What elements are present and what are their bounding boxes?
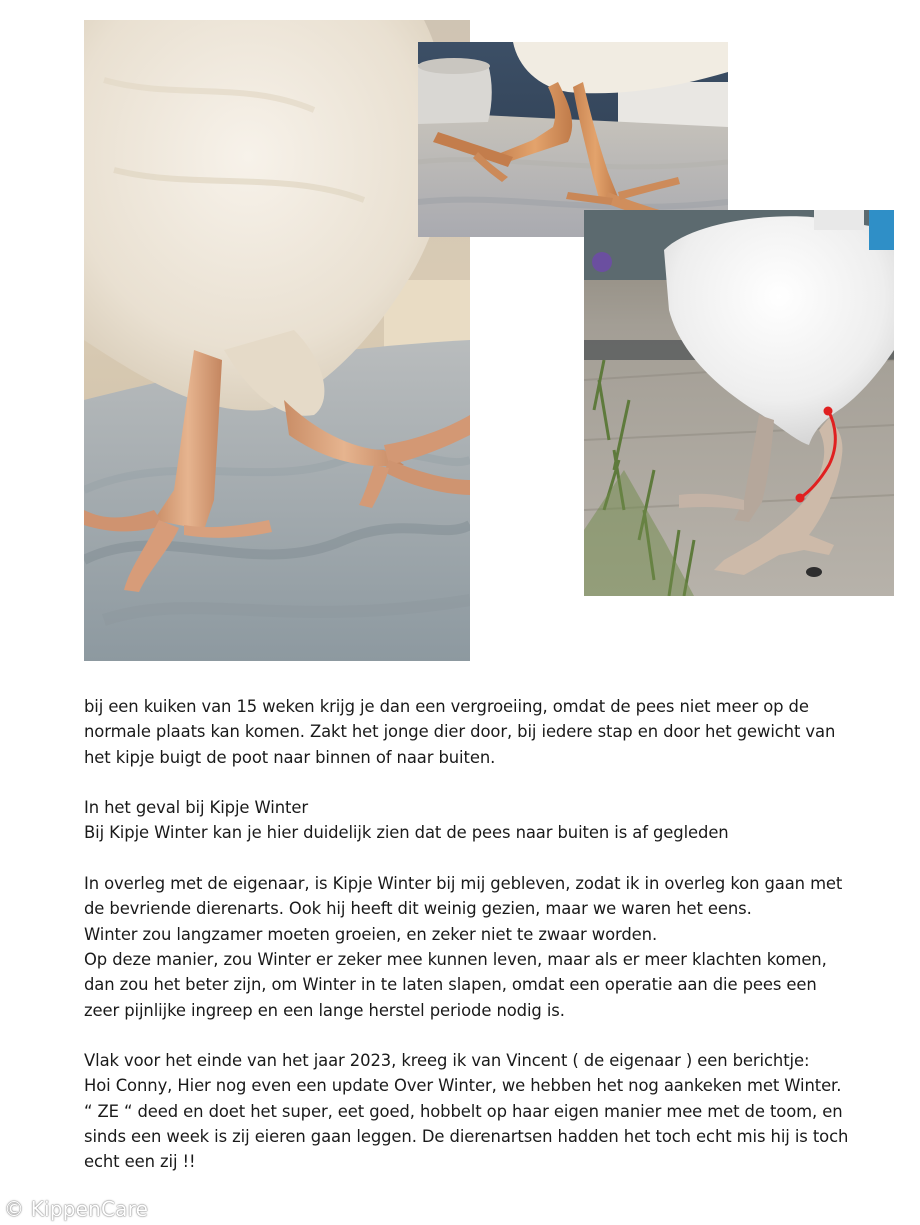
- photo-chicken-legs-on-towel: [84, 20, 470, 661]
- text-line: “ ZE “ deed en doet het super, eet goed, hobbelt op haar eigen manier mee met de toom, en: [84, 1101, 843, 1121]
- text-line: normale plaats kan komen. Zakt het jonge dier door, bij iedere stap en door het gewicht van: [84, 722, 836, 742]
- text-line: echt een zij !!: [84, 1152, 196, 1172]
- paragraph-update-message: [84, 1048, 896, 1174]
- paragraph-kipje-winter: [84, 795, 896, 846]
- chicken-legs-close-up-photo-icon: [418, 42, 728, 237]
- text-line: bij een kuiken van 15 weken krijg je dan een vergroeiing, omdat de pees niet meer op de: [84, 697, 809, 716]
- photo-white-chicken-on-pavement: [584, 210, 894, 596]
- text-line: Vlak voor het einde van het jaar 2023, kreeg ik van Vincent ( de eigenaar ) een berichtje:: [84, 1051, 810, 1071]
- article-body: [84, 694, 896, 1200]
- copyright-watermark: © KippenCare: [4, 1197, 149, 1221]
- text-line: zeer pijnlijke ingreep en een lange herstel periode nodig is.: [84, 1000, 565, 1020]
- text-line: Winter zou langzamer moeten groeien, en zeker niet te zwaar worden.: [84, 924, 658, 944]
- paragraph-consultation: [84, 871, 896, 1023]
- text-line: Hoi Conny, Hier nog even een update Over Winter, we hebben het nog aankeken met Winter.: [84, 1076, 842, 1096]
- text-line: de bevriende dierenarts. Ook hij heeft dit weinig gezien, maar we waren het eens.: [84, 899, 752, 919]
- text-line: dan zou het beter zijn, om Winter in te laten slapen, omdat een operatie aan die pees een: [84, 975, 817, 995]
- photo-chicken-legs-close-up: [418, 42, 728, 237]
- text-line: het kipje buigt de poot naar binnen of naar buiten.: [84, 747, 496, 767]
- text-line: Bij Kipje Winter kan je hier duidelijk zien dat de pees naar buiten is af gegleden: [84, 823, 729, 843]
- white-chicken-on-pavement-photo-icon: [584, 210, 894, 596]
- chicken-legs-on-towel-photo-icon: [84, 20, 470, 661]
- text-line: In overleg met de eigenaar, is Kipje Winter bij mij gebleven, zodat ik in overleg kon gaan met: [84, 874, 843, 894]
- text-line: Op deze manier, zou Winter er zeker mee kunnen leven, maar als er meer klachten komen,: [84, 949, 827, 969]
- text-line: In het geval bij Kipje Winter: [84, 798, 308, 818]
- text-line: sinds een week is zij eieren gaan leggen. De dierenartsen hadden het toch echt mis hij is toch: [84, 1127, 849, 1147]
- paragraph-growth-deformity: [84, 694, 896, 770]
